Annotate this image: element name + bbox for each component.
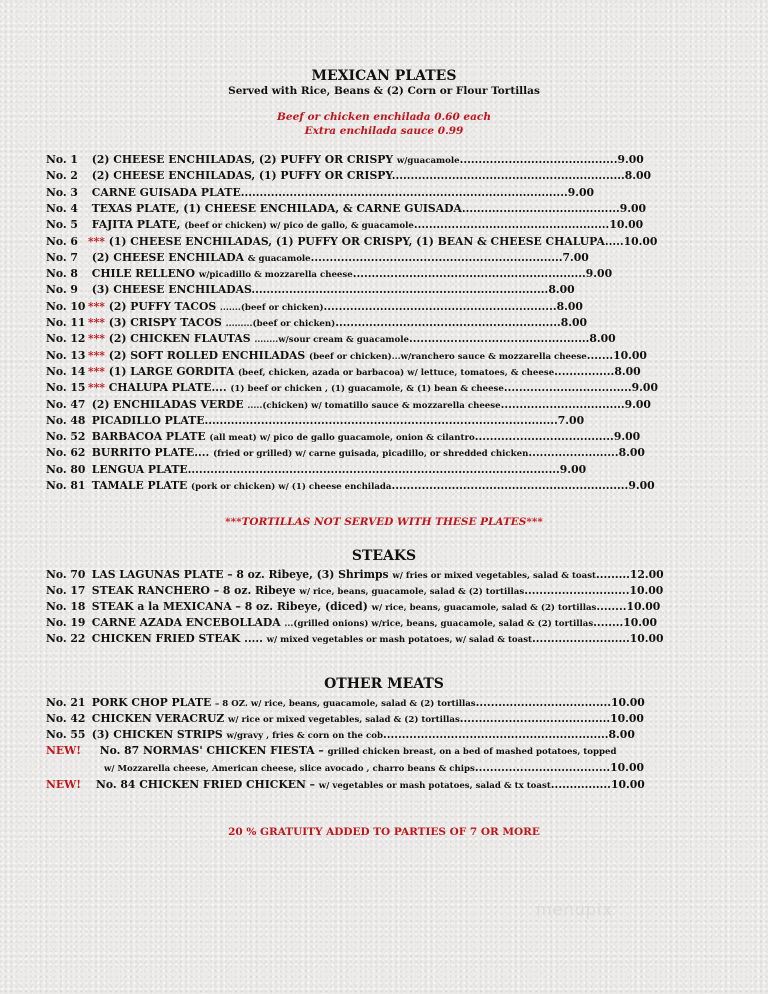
item-name: (3) CHEESE ENCHILADAS	[91, 283, 252, 297]
menu-item	[46, 365, 641, 380]
item-description: w/ fries or mixed vegetables, salad & toast	[392, 571, 597, 581]
menu-item	[46, 381, 658, 396]
item-price: 10.00	[610, 712, 644, 725]
watermark-logo: menupix	[536, 900, 613, 919]
item-leader: ....................................................	[413, 218, 610, 232]
item-name: FAJITA PLATE,	[91, 218, 181, 232]
menu-item	[46, 235, 657, 249]
menu-item-fried-chicken	[46, 778, 645, 793]
item-description: w/ rice or mixed vegetables, salad & (2) tortillas	[228, 715, 460, 725]
item-number: No. 15	[46, 381, 86, 395]
menu-item	[46, 202, 646, 216]
menu-item	[46, 584, 663, 599]
menu-item	[46, 186, 594, 200]
item-leader: ................................................	[408, 332, 590, 346]
special-marker: ***	[88, 234, 105, 248]
item-price: 10.00	[613, 348, 647, 362]
item-price: 10.00	[629, 632, 664, 645]
special-marker: ***	[88, 316, 105, 329]
item-name: PICADILLO PLATE	[91, 413, 205, 427]
item-number: No. 9	[46, 283, 78, 297]
item-leader: .................................	[500, 397, 625, 411]
item-number: No. 22	[46, 632, 86, 645]
item-number: No. 12	[46, 332, 86, 346]
item-description: (all meat) w/ pico de gallo guacamole, onion & cilantro	[209, 433, 475, 444]
item-name: LENGUA PLATE	[91, 462, 188, 476]
item-name: (1) LARGE GORDITA	[108, 364, 235, 378]
menu-item	[46, 251, 589, 266]
item-price: 10.00	[610, 761, 644, 774]
item-name: (2) ENCHILADAS VERDE	[91, 397, 244, 411]
item-leader: ................	[554, 364, 615, 378]
item-leader: ..................................	[503, 381, 632, 395]
item-number: No. 84	[96, 778, 136, 791]
item-leader: ..............................................................	[352, 267, 586, 281]
item-number: No. 14	[46, 364, 86, 378]
item-number: No. 7	[46, 250, 78, 264]
item-number: No. 55	[46, 728, 86, 741]
item-description: ...(grilled onions) w/rice, beans, guacamole, salad & (2) tortillas	[284, 619, 594, 629]
item-description: – 8 OZ. w/ rice, beans, guacamole, salad & (2) tortillas	[215, 699, 476, 709]
item-leader: .....	[604, 234, 624, 248]
item-number: No. 81	[46, 479, 86, 492]
item-description: .......(beef or chicken)	[219, 302, 324, 313]
item-leader: ........	[593, 616, 624, 629]
item-leader: ...................................................................................................	[187, 462, 560, 476]
item-leader: .......	[586, 348, 614, 362]
item-number: No. 48	[46, 413, 86, 427]
item-name: STEAK RANCHERO – 8 oz. Ribeye	[91, 584, 296, 597]
menu-item	[46, 153, 644, 168]
menu-item	[46, 696, 645, 711]
item-number: No. 3	[46, 185, 78, 199]
item-price: 9.00	[585, 267, 613, 281]
menu-item	[46, 600, 660, 615]
item-leader: ..............................................................	[323, 299, 557, 313]
menu-item	[46, 169, 651, 183]
special-marker: ***	[88, 299, 105, 313]
item-leader: ...............................................................	[391, 479, 629, 492]
item-leader: ............................................................	[382, 728, 609, 741]
item-price: 10.00	[610, 778, 645, 791]
plates-subtitle: Served with Rice, Beans & (2) Corn or Flour Tortillas	[228, 85, 540, 97]
item-name: NORMAS' CHICKEN FIESTA –	[142, 744, 324, 757]
special-marker: ***	[88, 381, 105, 395]
item-name: CHICKEN FRIED CHICKEN –	[139, 778, 316, 791]
item-name: CHICKEN VERACRUZ	[91, 712, 225, 725]
menu-item	[46, 218, 643, 233]
section-title-steaks: STEAKS	[351, 548, 417, 564]
item-number: No. 4	[46, 201, 78, 215]
item-number: No. 19	[46, 616, 86, 629]
item-number: No. 1	[46, 153, 78, 166]
item-price: 10.00	[623, 616, 658, 629]
item-description: (beef, chicken, azada or barbacoa) w/ lettuce, tomatoes, & cheese	[237, 367, 555, 378]
tortillas-note: ***TORTILLAS NOT SERVED WITH THESE PLATES***	[225, 516, 543, 528]
item-description: w/ vegetables or mash potatoes, salad & tx toast	[318, 781, 551, 791]
item-leader: ..........................	[532, 632, 630, 645]
item-number: No. 10	[46, 299, 86, 313]
item-price: 8.00	[548, 283, 575, 297]
item-name: (2) PUFFY TACOS	[108, 299, 217, 313]
item-description: (1) beef or chicken , (1) guacamole, & (1) bean & cheese	[230, 384, 504, 395]
item-price: 8.00	[614, 364, 641, 378]
item-name: (2) CHICKEN FLAUTAS	[108, 332, 251, 346]
item-price: 9.00	[624, 397, 651, 411]
item-leader: ..........................................	[459, 153, 618, 166]
section-title-other-meats: OTHER MEATS	[324, 676, 444, 692]
item-number: No. 80	[46, 462, 86, 476]
menu-item	[46, 712, 644, 727]
item-price: 9.00	[628, 479, 655, 492]
item-name: TAMALE PLATE	[91, 479, 188, 492]
item-price: 8.00	[556, 299, 583, 313]
item-number: No. 13	[46, 348, 86, 362]
item-leader: ........	[596, 600, 627, 613]
item-description: w/guacamole	[396, 156, 460, 166]
new-badge: NEW!	[46, 744, 81, 757]
menu-item	[46, 463, 586, 477]
sauce-note: Extra enchilada sauce 0.99	[304, 125, 464, 137]
item-name: PORK CHOP PLATE	[91, 696, 212, 709]
item-name: CHILE RELLENO	[91, 267, 196, 281]
item-number: No. 42	[46, 712, 86, 725]
menu-item	[46, 568, 664, 583]
item-number: No. 18	[46, 600, 86, 613]
menu-item	[46, 283, 575, 297]
menu-item	[46, 414, 584, 428]
special-marker: ***	[88, 348, 105, 362]
item-leader: ..........................................	[461, 201, 620, 215]
item-number: No. 5	[46, 218, 78, 232]
item-price: 8.00	[618, 446, 645, 460]
item-name: (3) CRISPY TACOS	[108, 316, 222, 329]
item-description: (beef or chicken)...w/ranchero sauce & mozzarella cheese	[309, 351, 587, 362]
item-description: (pork or chicken) w/ (1) cheese enchilada	[191, 482, 392, 492]
item-price: 9.00	[613, 430, 641, 444]
item-number: No. 6	[46, 234, 78, 248]
item-price: 8.00	[589, 332, 616, 346]
item-leader: .......................................................................................	[240, 185, 568, 199]
menu-item	[46, 316, 587, 331]
enchilada-note: Beef or chicken enchilada 0.60 each	[277, 111, 491, 123]
item-name: TEXAS PLATE, (1) CHEESE ENCHILADA, & CARNE GUISADA	[91, 201, 462, 215]
item-description: & guacamole	[247, 253, 311, 264]
menu-item	[46, 267, 612, 282]
item-leader: ...................................................................	[310, 250, 563, 264]
item-name: (3) CHICKEN STRIPS	[91, 728, 223, 741]
item-price: 10.00	[626, 600, 661, 613]
item-name: LAS LAGUNAS PLATE – 8 oz. Ribeye, (3) Shrimps	[91, 568, 389, 581]
item-description: .........(beef or chicken)	[225, 319, 336, 329]
item-leader: .....................................	[474, 430, 614, 444]
item-price: 8.00	[624, 169, 652, 183]
menu-item-fiesta	[46, 744, 617, 759]
item-leader: ..............................................................................................	[204, 413, 558, 427]
item-leader: ....................................	[474, 761, 611, 774]
item-number: No. 87	[99, 744, 140, 757]
item-description: w/ Mozzarella cheese, American cheese, slice avocado , charro beans & chips	[104, 764, 475, 774]
item-description: w/picadillo & mozzarella cheese	[198, 270, 353, 281]
item-price: 10.00	[629, 584, 664, 597]
item-name: CHALUPA PLATE....	[108, 381, 227, 395]
special-marker: ***	[88, 332, 105, 346]
menu-item	[46, 616, 657, 631]
item-number: No. 62	[46, 446, 86, 460]
item-number: No. 47	[46, 397, 86, 411]
item-description: w/ rice, beans, guacamole, salad & (2) tortillas	[371, 603, 597, 613]
menu-item	[46, 332, 616, 347]
item-name: (2) CHEESE ENCHILADA	[91, 250, 244, 264]
item-price: 9.00	[617, 153, 644, 166]
item-description: grilled chicken breast, on a bed of mashed potatoes, topped	[327, 747, 617, 757]
item-name: CARNE GUISADA PLATE	[91, 185, 241, 199]
special-marker: ***	[88, 364, 105, 378]
item-number: No. 70	[46, 568, 86, 581]
menu-item	[46, 349, 647, 364]
item-leader: .........	[596, 568, 630, 581]
menu-item	[46, 479, 655, 494]
item-leader: ........................................	[459, 712, 611, 725]
menu-item	[46, 300, 583, 315]
gratuity-note: 20 % GRATUITY ADDED TO PARTIES OF 7 OR MORE	[228, 826, 540, 838]
item-leader: ...............................................................................	[251, 283, 549, 297]
item-name: BURRITO PLATE....	[91, 446, 210, 460]
item-price: 10.00	[609, 218, 644, 232]
item-leader: ................	[550, 778, 611, 791]
item-name: (2) CHEESE ENCHILADAS, (2) PUFFY OR CRISPY	[91, 153, 394, 166]
item-name: BARBACOA PLATE	[91, 430, 206, 444]
item-price: 9.00	[559, 462, 587, 476]
item-price: 8.00	[608, 728, 635, 741]
item-price: 7.00	[557, 413, 585, 427]
item-price: 10.00	[623, 234, 658, 248]
item-leader: ........................	[528, 446, 619, 460]
menu-item-fiesta-cont	[104, 761, 644, 776]
item-name: (2) SOFT ROLLED ENCHILADAS	[108, 348, 306, 362]
menu-item	[46, 430, 640, 445]
item-price: 7.00	[562, 250, 589, 264]
menu-item	[46, 632, 664, 647]
item-price: 9.00	[567, 185, 595, 199]
item-number: No. 17	[46, 584, 86, 597]
item-name: CARNE AZADA ENCEBOLLADA	[91, 616, 281, 629]
item-leader: ..............................................................	[391, 169, 625, 183]
item-number: No. 11	[46, 316, 86, 329]
item-leader: ............................................................	[335, 316, 561, 329]
item-description: (beef or chicken) w/ pico de gallo, & guacamole	[184, 221, 414, 232]
menu-item	[46, 446, 645, 461]
item-name: CHICKEN FRIED STEAK .....	[91, 632, 263, 645]
menu-item	[46, 728, 635, 743]
item-price: 9.00	[619, 201, 647, 215]
item-price: 10.00	[610, 696, 645, 709]
item-price: 9.00	[631, 381, 658, 395]
item-description: (fried or grilled) w/ carne guisada, picadillo, or shredded chicken	[213, 449, 529, 460]
item-name: (1) CHEESE ENCHILADAS, (1) PUFFY OR CRISPY, (1) BEAN & CHEESE CHALUPA	[108, 234, 605, 248]
item-name: (2) CHEESE ENCHILADAS, (1) PUFFY OR CRISPY	[91, 169, 392, 183]
item-price: 8.00	[560, 316, 588, 329]
item-number: No. 52	[46, 430, 86, 444]
item-price: 12.00	[629, 568, 664, 581]
item-description: .....(chicken) w/ tomatillo sauce & mozzarella cheese	[247, 400, 501, 411]
item-description: w/ mixed vegetables or mash potatoes, w/ salad & toast	[266, 635, 533, 645]
new-badge: NEW!	[46, 778, 81, 791]
item-number: No. 8	[46, 267, 78, 281]
item-leader: ....................................	[475, 696, 611, 709]
item-description: ........w/sour cream & guacamole	[254, 335, 409, 346]
menu-item	[46, 398, 651, 413]
item-description: w/ rice, beans, guacamole, salad & (2) tortillas	[299, 587, 525, 597]
item-number: No. 21	[46, 696, 86, 709]
section-title-mexican-plates: MEXICAN PLATES	[311, 68, 457, 84]
item-description: w/gravy , fries & corn on the cob	[226, 731, 383, 741]
item-name: STEAK a la MEXICANA – 8 oz. Ribeye, (diced)	[91, 600, 368, 613]
item-leader: ............................	[524, 584, 630, 597]
item-number: No. 2	[46, 169, 78, 183]
